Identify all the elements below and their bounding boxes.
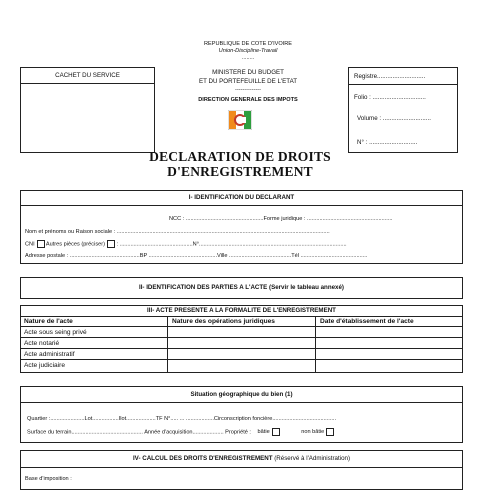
numero-field[interactable]: N° : ............................ bbox=[357, 139, 418, 146]
base-imposition-field[interactable]: Base d'imposition : bbox=[25, 476, 72, 482]
situation-heading: Situation géographique du bien (1) bbox=[190, 391, 293, 398]
dgi-logo-icon bbox=[228, 110, 252, 130]
section-1-heading: I- IDENTIFICATION DU DECLARANT bbox=[188, 194, 295, 201]
registre-box bbox=[348, 67, 458, 153]
adresse-field[interactable]: Adresse postale : .............................................BP ............................................Ville ........................................Tél ........................................... bbox=[25, 253, 368, 259]
cni-checkbox[interactable] bbox=[37, 240, 45, 248]
situation-surface-row bbox=[27, 428, 334, 436]
batie-checkbox[interactable] bbox=[272, 428, 280, 436]
cachet-label: CACHET DU SERVICE bbox=[55, 72, 120, 79]
registre-field[interactable]: Registre............................ bbox=[354, 73, 426, 80]
situation-quartier-field[interactable]: Quartier :......................Lot.................Ilot...................TF N°..... ... ..................Circonscription foncière......................................... bbox=[27, 416, 337, 422]
table-line bbox=[21, 359, 462, 360]
table-line bbox=[21, 326, 462, 327]
cni-label: CNI bbox=[25, 241, 35, 248]
republic-name: REPUBLIQUE DE COTE D'IVOIRE bbox=[203, 41, 293, 47]
registre-divider bbox=[349, 84, 457, 85]
cni-row bbox=[25, 240, 347, 248]
section-3-heading: III- ACTE PRESENTE A LA FORMALITE DE L'ENREGISTREMENT bbox=[147, 307, 336, 314]
non-batie-label: non bâtie bbox=[301, 429, 325, 436]
section-identification-parties bbox=[20, 277, 463, 299]
cachet-du-service-box bbox=[20, 67, 155, 153]
ministry-line-1: MINISTERE DU BUDGET bbox=[212, 69, 284, 76]
column-header-date: Date d'établissement de l'acte bbox=[320, 318, 414, 325]
surface-field[interactable]: Surface du terrain.............................................. Année d'acquisition.................... Propriété : bbox=[27, 429, 251, 436]
ncc-field[interactable]: NCC : ..................................................Forme juridique : ....................................................... bbox=[169, 216, 393, 222]
column-header-nature-acte: Nature de l'acte bbox=[24, 318, 73, 325]
table-row-label: Acte notarié bbox=[24, 340, 60, 347]
table-line bbox=[21, 348, 462, 349]
volume-field[interactable]: Volume : ............................ bbox=[357, 115, 431, 122]
cachet-divider bbox=[21, 83, 154, 84]
table-line bbox=[21, 316, 462, 317]
section-identification-declarant bbox=[20, 190, 463, 264]
section-4-heading bbox=[21, 455, 462, 462]
nom-field[interactable]: Nom et prénoms ou Raison sociale : ......................................................................................................................................... bbox=[25, 229, 330, 235]
document-title-line-1: DECLARATION DE DROITS bbox=[149, 149, 331, 164]
batie-label: bâtie bbox=[257, 429, 270, 436]
table-row-label: Acte judiciaire bbox=[24, 362, 66, 369]
folio-field[interactable]: Folio : ............................... bbox=[354, 94, 426, 101]
section-4-heading-bold: IV- CALCUL DES DROITS D'ENREGISTREMENT bbox=[132, 455, 273, 462]
national-motto: Union-Discipline-Travail bbox=[218, 48, 278, 54]
situation-divider bbox=[21, 402, 462, 403]
direction-name: DIRECTION GENERALE DES IMPOTS bbox=[198, 97, 298, 103]
table-column-divider bbox=[315, 316, 316, 372]
section-acte-presente bbox=[20, 305, 463, 373]
table-row-label: Acte administratif bbox=[24, 351, 75, 358]
table-line bbox=[21, 337, 462, 338]
header-dashes: -------------- bbox=[234, 87, 262, 93]
column-header-operations: Nature des opérations juridiques bbox=[172, 318, 275, 325]
document-title-line-2: D'ENREGISTREMENT bbox=[167, 164, 313, 179]
situation-geographique-box bbox=[20, 386, 463, 443]
header-dots: ........ bbox=[241, 55, 255, 61]
section-4-divider bbox=[21, 467, 462, 468]
non-batie-checkbox[interactable] bbox=[326, 428, 334, 436]
section-1-divider bbox=[21, 205, 462, 206]
section-2-heading: II- IDENTIFICATION DES PARTIES A L'ACTE (Servir le tableau annexé) bbox=[138, 284, 344, 291]
section-calcul-droits bbox=[20, 450, 463, 490]
autres-pieces-label: Autres pièces (préciser) bbox=[45, 241, 105, 248]
table-column-divider bbox=[167, 316, 168, 372]
autres-pieces-checkbox[interactable] bbox=[107, 240, 115, 248]
ministry-line-2: ET DU PORTEFEUILLE DE L'ETAT bbox=[198, 78, 298, 85]
table-row-label: Acte sous seing privé bbox=[24, 329, 87, 336]
section-4-heading-note: (Réservé à l'Administration) bbox=[272, 455, 351, 462]
cni-number-field[interactable]: : ...............................................N°............................................................................................... bbox=[116, 241, 347, 248]
